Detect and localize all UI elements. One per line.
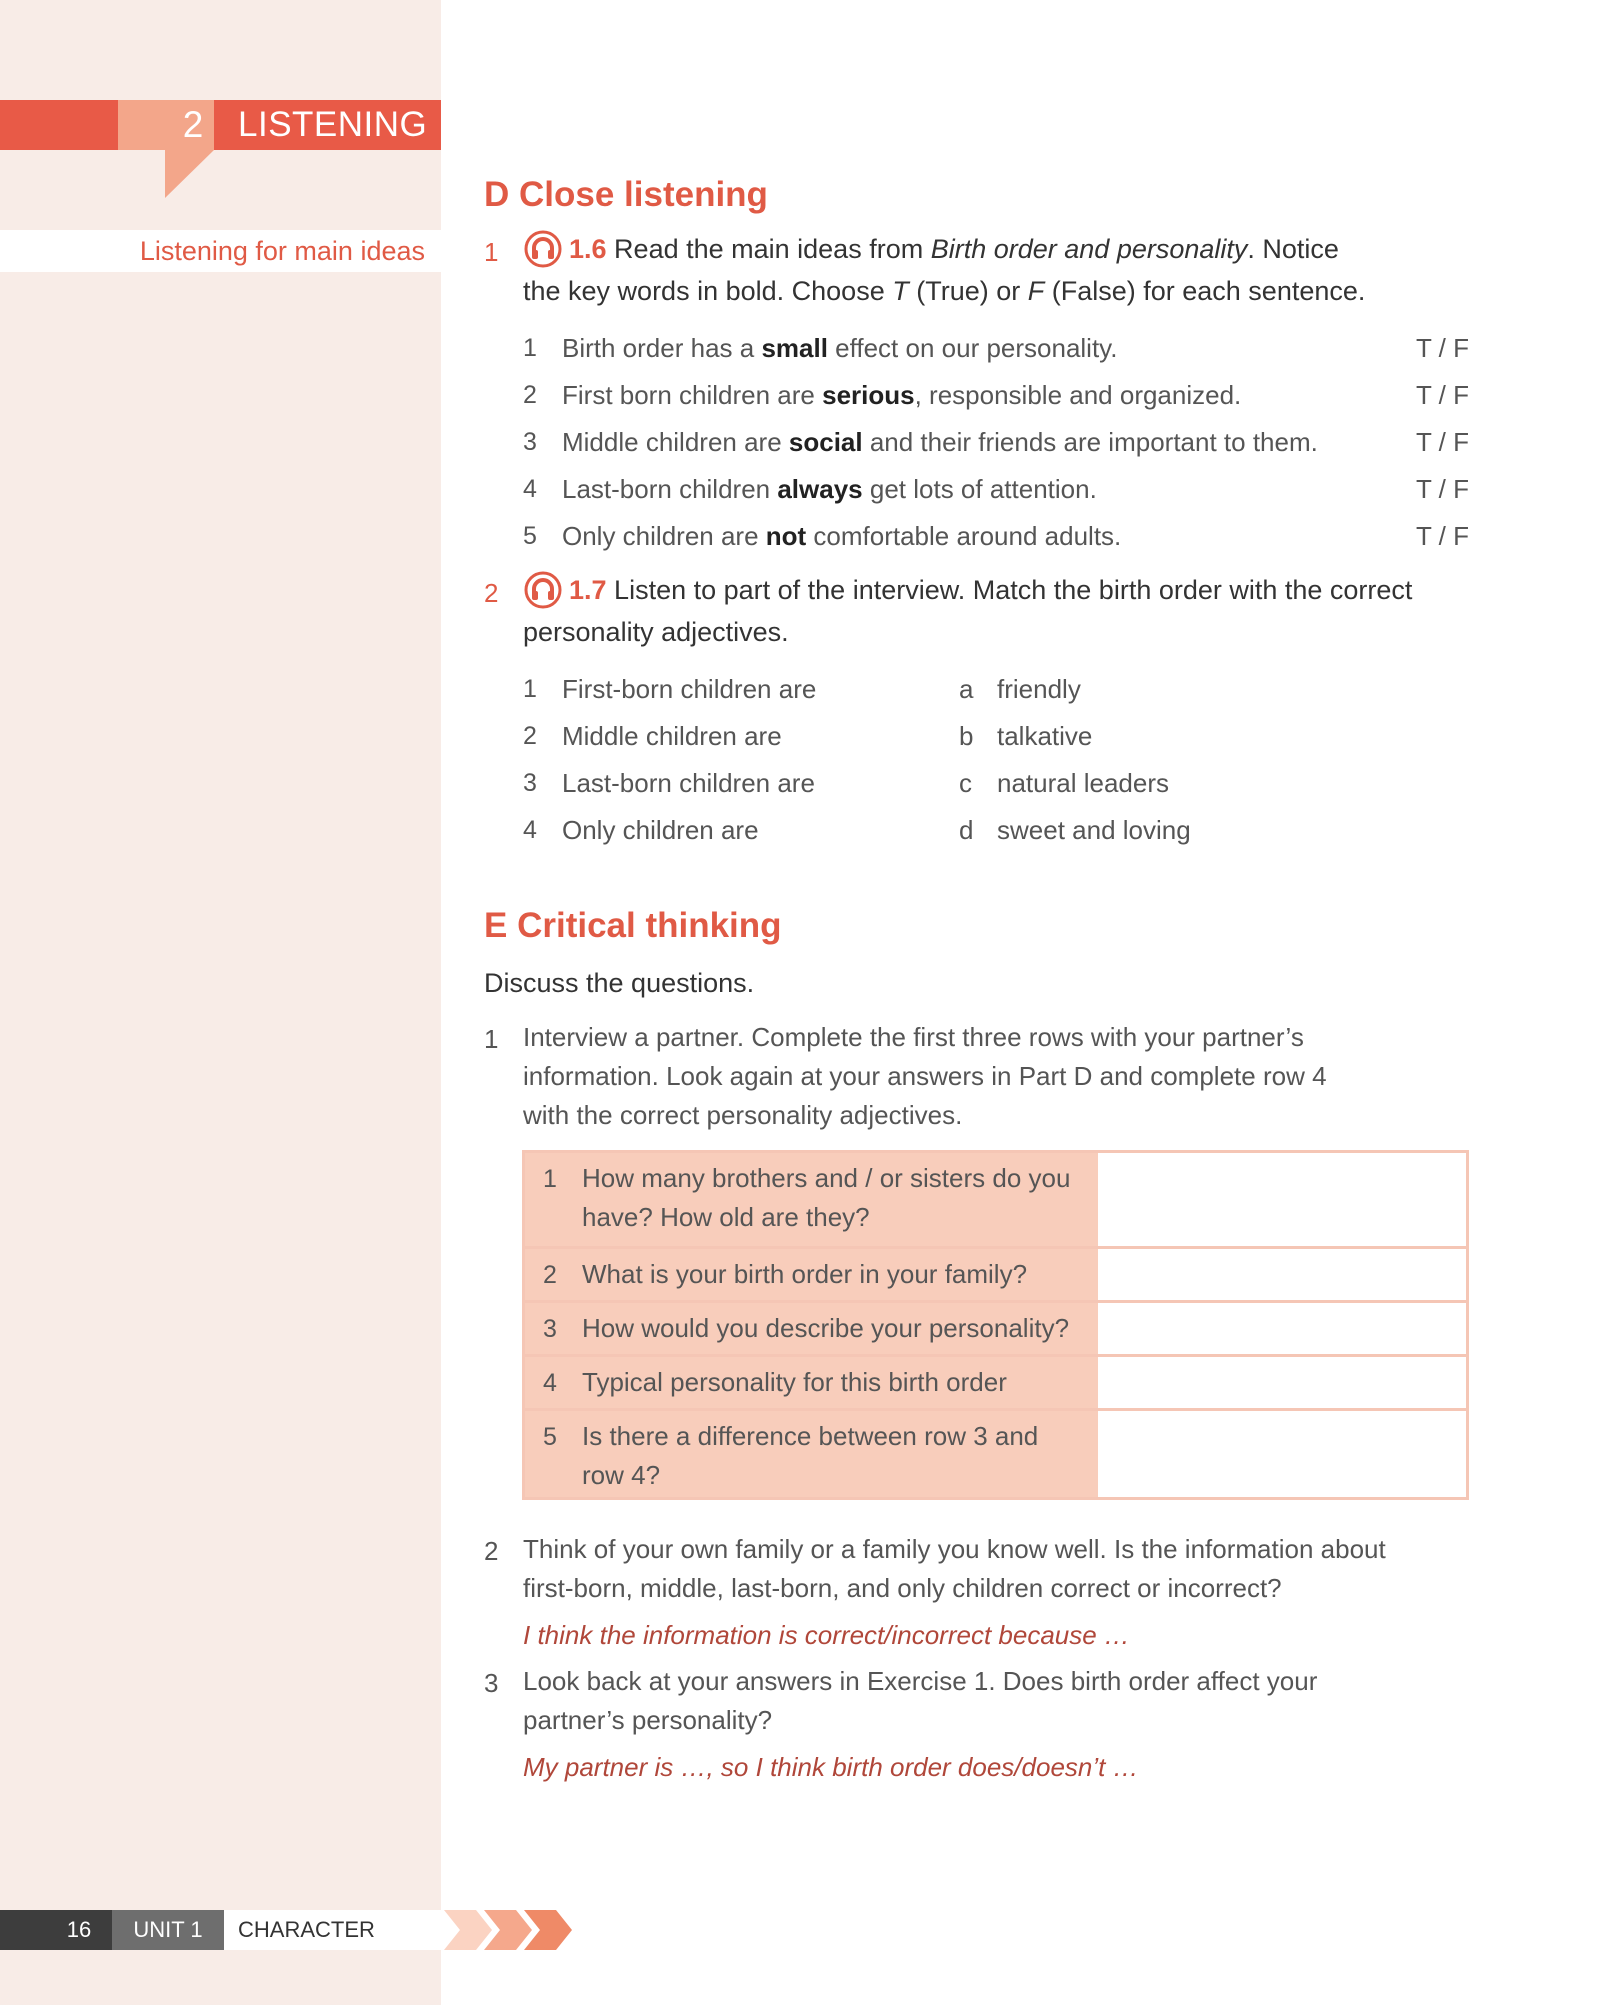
true-false-choice[interactable]: T / F <box>1416 521 1469 551</box>
match-right-item: friendly <box>997 674 1081 704</box>
exercise-2-instructions: Think of your own family or a family you know well. Is the information about first-born, middle, last-born, and only children correct or incorrect? <box>523 1534 1386 1603</box>
item-number: 4 <box>523 816 537 844</box>
item-number: 3 <box>523 428 537 456</box>
row-number: 2 <box>543 1261 557 1289</box>
part-d-heading: D Close listening <box>484 175 768 214</box>
instruction-text: the key words in bold. Choose <box>523 276 893 306</box>
question-cell <box>525 1357 1101 1408</box>
table-row <box>525 1354 1466 1408</box>
answer-cell[interactable] <box>1101 1153 1466 1246</box>
item-number: 3 <box>523 769 537 797</box>
unit-label: UNIT 1 <box>112 1910 224 1950</box>
match-left-item: Middle children are <box>562 721 782 751</box>
false-letter: F <box>1027 276 1045 306</box>
instruction-text: Read the main ideas from <box>606 234 931 264</box>
exercise-1-instructions: Interview a partner. Complete the first three rows with your partner’s information. Look again at your answers in Part D and complete row 4 with the correct personality adjectives. <box>523 1022 1327 1130</box>
section-number: 2 <box>182 104 204 145</box>
question-1-instructions <box>523 228 1403 312</box>
audio-icon[interactable] <box>523 234 569 264</box>
item-number: 1 <box>523 675 537 703</box>
table-row <box>525 1408 1466 1497</box>
match-left-item: Only children are <box>562 815 759 845</box>
row-number: 5 <box>543 1423 557 1451</box>
question-cell <box>525 1411 1101 1497</box>
discussion-intro: Discuss the questions. <box>484 968 755 998</box>
item-number: 4 <box>523 475 537 503</box>
item-number: 5 <box>523 522 537 550</box>
footer-chevrons <box>444 1910 594 1950</box>
instruction-text: . Notice <box>1247 234 1339 264</box>
table-row <box>525 1300 1466 1354</box>
section-title: LISTENING <box>238 105 428 144</box>
question-cell <box>525 1153 1101 1246</box>
answer-cell[interactable] <box>1101 1357 1466 1408</box>
item-number: 2 <box>523 722 537 750</box>
row-question: How would you describe your personality? <box>582 1313 1070 1343</box>
match-letter: b <box>959 721 974 751</box>
example-sentence: My partner is …, so I think birth order does/doesn’t … <box>523 1752 1139 1782</box>
row-number: 4 <box>543 1369 557 1397</box>
statement: Last-born children always get lots of attention. <box>562 474 1097 504</box>
match-right-item: talkative <box>997 721 1093 751</box>
answer-cell[interactable] <box>1101 1303 1466 1354</box>
instruction-text: (True) or <box>908 276 1028 306</box>
audio-icon[interactable] <box>523 575 569 605</box>
question-number: 1 <box>484 237 499 267</box>
page-number: 16 <box>0 1910 112 1950</box>
row-question: What is your birth order in your family? <box>582 1259 1028 1289</box>
part-e-heading: E Critical thinking <box>484 906 782 945</box>
question-cell <box>525 1249 1101 1300</box>
question-number: 2 <box>484 1536 499 1566</box>
question-2-instructions <box>523 569 1523 653</box>
table-row <box>525 1246 1466 1300</box>
question-number: 3 <box>484 1668 499 1698</box>
section-tag-tail <box>165 150 214 198</box>
true-false-choice[interactable]: T / F <box>1416 427 1469 457</box>
item-number: 2 <box>523 381 537 409</box>
item-number: 1 <box>523 334 537 362</box>
chevron-light <box>444 1910 492 1950</box>
true-false-choice[interactable]: T / F <box>1416 474 1469 504</box>
chapter-label: CHARACTER <box>224 1910 444 1950</box>
match-letter: a <box>959 674 974 704</box>
true-letter: T <box>892 276 909 306</box>
match-right-item: natural leaders <box>997 768 1169 798</box>
instruction-text: (False) for each sentence. <box>1044 276 1366 306</box>
sidebar-background <box>0 0 441 2005</box>
match-left-item: Last-born children are <box>562 768 815 798</box>
statement: Middle children are social and their friends are important to them. <box>562 427 1318 457</box>
answer-cell[interactable] <box>1101 1411 1466 1497</box>
row-number: 3 <box>543 1315 557 1343</box>
instruction-text: Listen to part of the interview. Match the birth order with the correct <box>606 575 1413 605</box>
sidebar-label: Listening for main ideas <box>139 236 425 266</box>
statement: Birth order has a small effect on our personality. <box>562 333 1118 363</box>
exercise-3-instructions: Look back at your answers in Exercise 1. Does birth order affect your partner’s personality? <box>523 1666 1318 1735</box>
question-number: 1 <box>484 1024 499 1054</box>
audio-track-code: 1.7 <box>569 575 607 605</box>
question-number: 2 <box>484 578 499 608</box>
instruction-text: personality adjectives. <box>523 617 789 647</box>
question-cell <box>525 1303 1101 1354</box>
interview-table <box>522 1150 1469 1500</box>
row-question: Typical personality for this birth order <box>582 1367 1007 1397</box>
true-false-choice[interactable]: T / F <box>1416 333 1469 363</box>
row-question: Is there a difference between row 3 and row 4? <box>582 1421 1039 1490</box>
match-letter: c <box>959 768 972 798</box>
true-false-choice[interactable]: T / F <box>1416 380 1469 410</box>
article-title: Birth order and personality <box>930 234 1248 264</box>
statement: Only children are not comfortable around adults. <box>562 521 1122 551</box>
row-number: 1 <box>543 1165 557 1193</box>
answer-cell[interactable] <box>1101 1249 1466 1300</box>
match-left-item: First-born children are <box>562 674 817 704</box>
table-row <box>525 1153 1466 1246</box>
statement: First born children are serious, responsible and organized. <box>562 380 1242 410</box>
match-letter: d <box>959 815 974 845</box>
row-question: How many brothers and / or sisters do you have? How old are they? <box>582 1163 1071 1232</box>
match-right-item: sweet and loving <box>997 815 1191 845</box>
example-sentence: I think the information is correct/incorrect because … <box>523 1620 1130 1650</box>
audio-track-code: 1.6 <box>569 234 607 264</box>
